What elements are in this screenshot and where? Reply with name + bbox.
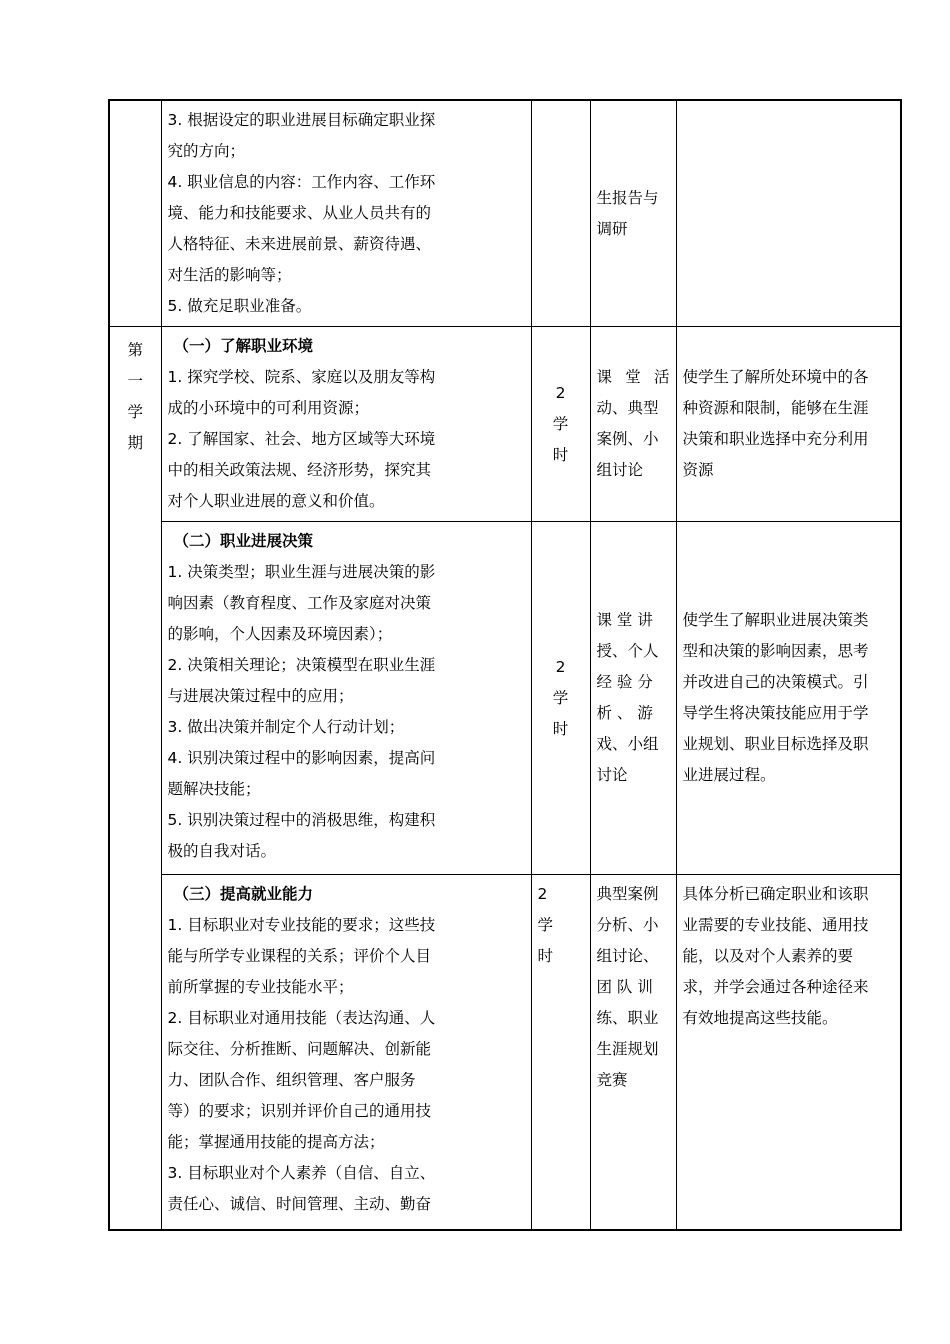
content-line: 3. 做出决策并制定个人行动计划； — [167, 718, 405, 736]
content-line: 1. 决策类型；职业生涯与进展决策的影 — [167, 563, 436, 581]
hours-unit: 时 — [552, 445, 569, 464]
content-line: 人格特征、未来进展前景、薪资待遇、 — [167, 235, 432, 253]
goal-line: 求，并学会通过各种途径来 — [682, 978, 869, 996]
goal-cell — [676, 875, 901, 1231]
method-line: 案例、小 — [596, 430, 659, 448]
content-cell — [161, 100, 531, 327]
content-line: 的影响，个人因素及环境因素）； — [167, 625, 393, 643]
content-line: 2. 目标职业对通用技能（表达沟通、人 — [167, 1009, 436, 1027]
hours-cell — [531, 875, 590, 1231]
semester-char: 学 — [127, 403, 143, 421]
content-line: 力、团队合作、组织管理、客户服务 — [167, 1071, 416, 1089]
content-line: 中的相关政策法规、经济形势，探究其 — [167, 461, 432, 479]
content-line: 前所掌握的专业技能水平； — [167, 978, 354, 996]
method-line: 组讨论、 — [596, 947, 659, 965]
method-line: 典型案例 — [596, 885, 659, 903]
section-heading: （三）提高就业能力 — [173, 885, 314, 903]
content-line: 1. 目标职业对专业技能的要求；这些技 — [167, 916, 436, 934]
method-line: 讨论 — [596, 766, 628, 784]
content-line: 责任心、诚信、时间管理、主动、勤奋 — [167, 1195, 432, 1213]
goal-line: 并改进自己的决策模式。引 — [682, 673, 869, 691]
goal-line: 使学生了解所处环境中的各 — [682, 368, 869, 386]
content-cell — [161, 522, 531, 875]
section-heading: （二）职业进展决策 — [173, 532, 314, 550]
method-line: 经 验 分 — [596, 673, 653, 691]
section-heading: （一）了解职业环境 — [173, 337, 314, 355]
content-line: 究的方向； — [167, 142, 246, 160]
goal-line: 导学生将决策技能应用于学 — [682, 704, 869, 722]
content-line: 成的小环境中的可利用资源； — [167, 399, 370, 417]
content-line: 际交往、分析推断、问题解决、创新能 — [167, 1040, 432, 1058]
table-row — [109, 100, 901, 327]
hours-cell-empty — [531, 100, 590, 327]
goal-line: 业需要的专业技能、通用技 — [682, 916, 869, 934]
content-line: 2. 决策相关理论；决策模型在职业生涯 — [167, 656, 436, 674]
content-line: 题解决技能； — [167, 780, 261, 798]
hours-cell — [531, 327, 590, 522]
content-line: 5. 做充足职业准备。 — [167, 297, 312, 315]
content-line: 2. 了解国家、社会、地方区域等大环境 — [167, 430, 436, 448]
hours-number: 2 — [537, 885, 548, 903]
content-line: 3. 目标职业对个人素养（自信、自立、 — [167, 1164, 436, 1182]
goal-cell — [676, 327, 901, 522]
hours-unit: 学 — [552, 688, 569, 707]
method-line: 析 、 游 — [596, 704, 653, 722]
content-line: 5. 识别决策过程中的消极思维，构建积 — [167, 811, 436, 829]
content-line: 与进展决策过程中的应用； — [167, 687, 354, 705]
method-line: 动、典型 — [596, 399, 659, 417]
content-line: 3. 根据设定的职业进展目标确定职业探 — [167, 111, 436, 129]
goal-cell — [676, 522, 901, 875]
goal-line: 资源 — [682, 461, 714, 479]
semester-char: 一 — [127, 372, 143, 390]
method-line: 课 堂 活 — [596, 368, 670, 386]
method-cell — [590, 522, 676, 875]
semester-cell-empty — [109, 100, 161, 327]
content-line: 能与所学专业课程的关系；评价个人目 — [167, 947, 432, 965]
content-line: 极的自我对话。 — [167, 842, 277, 860]
hours-unit: 时 — [537, 947, 554, 965]
hours-unit: 学 — [552, 414, 569, 433]
content-line: 1. 探究学校、院系、家庭以及朋友等构 — [167, 368, 436, 386]
method-line: 生报告与 — [596, 188, 659, 207]
goal-line: 能，以及对个人素养的要 — [682, 947, 854, 965]
semester-cell — [109, 327, 161, 1231]
goal-line: 有效地提高这些技能。 — [682, 1009, 838, 1027]
content-line: 响因素（教育程度、工作及家庭对决策 — [167, 594, 432, 612]
hours-number: 2 — [555, 657, 566, 676]
content-line: 对生活的影响等； — [167, 266, 292, 284]
method-line: 调研 — [596, 219, 628, 238]
hours-number: 2 — [555, 383, 566, 402]
content-line: 等）的要求；识别并评价自己的通用技 — [167, 1102, 432, 1120]
content-line: 4. 识别决策过程中的影响因素，提高问 — [167, 749, 436, 767]
method-cell — [590, 327, 676, 522]
method-line: 课 堂 讲 — [596, 611, 653, 629]
hours-unit: 时 — [552, 719, 569, 738]
content-line: 4. 职业信息的内容：工作内容、工作环 — [167, 173, 436, 191]
hours-cell — [531, 522, 590, 875]
method-line: 生涯规划 — [596, 1040, 659, 1058]
method-line: 练、职业 — [596, 1009, 659, 1027]
table-row — [109, 522, 901, 875]
method-line: 授、个人 — [596, 642, 659, 660]
goal-line: 型和决策的影响因素，思考 — [682, 642, 869, 660]
method-cell — [590, 875, 676, 1231]
content-line: 境、能力和技能要求、从业人员共有的 — [167, 204, 432, 222]
content-line: 能；掌握通用技能的提高方法； — [167, 1133, 385, 1151]
method-line: 竞赛 — [596, 1071, 628, 1089]
goal-line: 具体分析已确定职业和该职 — [682, 885, 869, 903]
method-line: 团 队 训 — [596, 978, 653, 996]
content-line: 对个人职业进展的意义和价值。 — [167, 492, 385, 510]
content-cell — [161, 875, 531, 1231]
method-cell — [590, 100, 676, 327]
table-row — [109, 327, 901, 522]
curriculum-table — [108, 99, 902, 1231]
method-line: 组讨论 — [596, 461, 644, 479]
goal-line: 业规划、职业目标选择及职 — [682, 735, 869, 753]
goal-line: 业进展过程。 — [682, 766, 776, 784]
goal-cell-empty — [676, 100, 901, 327]
semester-char: 期 — [127, 434, 143, 452]
semester-char: 第 — [127, 341, 143, 359]
goal-line: 使学生了解职业进展决策类 — [682, 611, 869, 629]
table-row — [109, 875, 901, 1231]
content-cell — [161, 327, 531, 522]
goal-line: 种资源和限制，能够在生涯 — [682, 399, 869, 417]
method-line: 分析、小 — [596, 916, 659, 934]
hours-unit: 学 — [537, 916, 554, 934]
goal-line: 决策和职业选择中充分利用 — [682, 430, 869, 448]
method-line: 戏、小组 — [596, 735, 659, 753]
